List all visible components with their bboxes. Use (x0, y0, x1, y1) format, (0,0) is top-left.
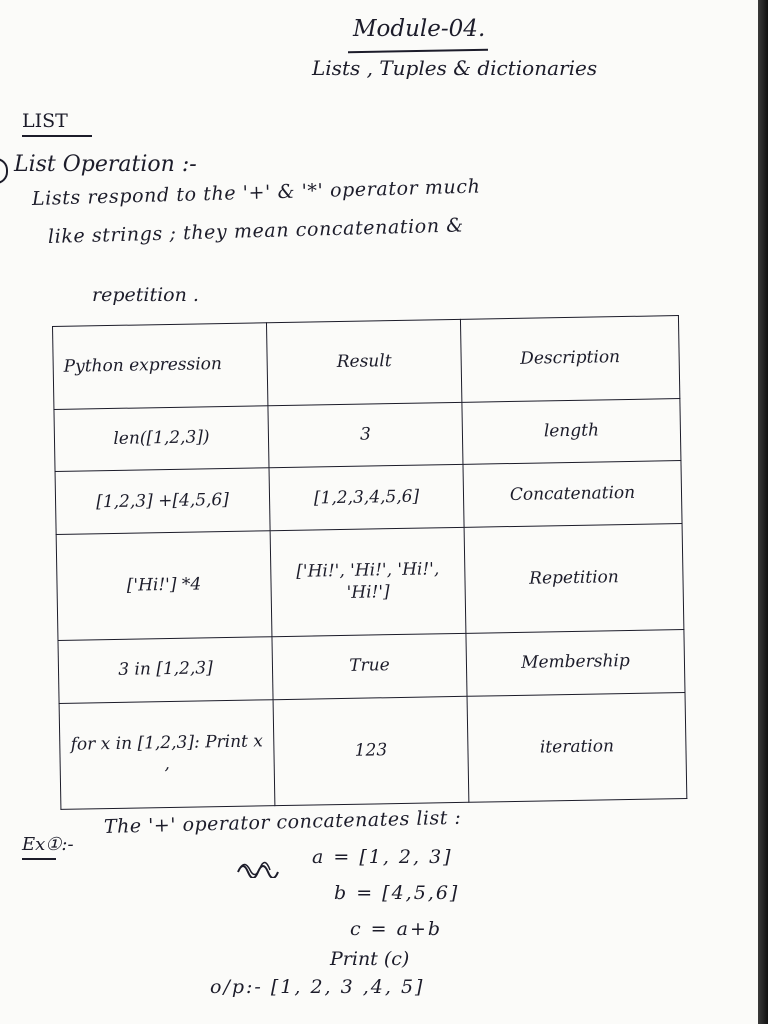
cell-expression: [1,2,3] +[4,5,6] (55, 468, 270, 534)
paragraph-line-2: like strings ; they mean concatenation & (47, 214, 465, 248)
operations-table-wrapper (52, 315, 686, 810)
output-line: o/p:- [1, 2, 3 ,4, 5] (210, 976, 425, 998)
cell-description: Membership (466, 630, 685, 696)
cell-result: 123 (273, 696, 469, 806)
section-underline (22, 135, 92, 137)
table-row (59, 692, 687, 809)
cell-expression: 3 in [1,2,3] (58, 637, 273, 703)
cell-description: Repetition (464, 523, 684, 633)
header-result: Result (266, 319, 461, 405)
header-expression: Python expression (53, 323, 268, 410)
paragraph-line-3: repetition . (92, 284, 199, 306)
page-edge-shadow (758, 0, 768, 1024)
cell-description: length (462, 399, 681, 465)
table-row (56, 523, 684, 640)
cell-result: ['Hi!', 'Hi!', 'Hi!', 'Hi!'] (270, 527, 466, 637)
title-underline (348, 49, 488, 53)
cell-description: iteration (467, 692, 687, 802)
operations-table (52, 315, 687, 810)
table-row (55, 461, 682, 534)
cell-description: Concatenation (463, 461, 682, 527)
bullet-mark (0, 158, 8, 184)
cell-expression: for x in [1,2,3]: Print x , (59, 699, 275, 809)
table-row (54, 399, 681, 472)
paragraph-line-1: Lists respond to the '+' & '*' operator much (31, 175, 481, 210)
cell-expression: ['Hi!'] *4 (56, 531, 272, 641)
module-subtitle: Lists , Tuples & dictionaries (312, 56, 598, 80)
cell-result: True (272, 634, 467, 700)
code-line-2: b = [4,5,6] (334, 882, 460, 904)
table-row (58, 630, 685, 703)
example-underline (22, 858, 56, 860)
code-line-1: a = [1, 2, 3] (312, 846, 453, 868)
module-title: Module-04. (353, 16, 486, 42)
header-description: Description (460, 316, 679, 403)
cell-result: [1,2,3,4,5,6] (269, 465, 464, 531)
example-label: Ex①:- (22, 834, 74, 855)
section-heading: LIST (22, 110, 68, 132)
scribble-mark (236, 860, 284, 878)
cell-result: 3 (268, 402, 463, 468)
subheading: List Operation :- (14, 152, 197, 177)
code-line-3: c = a+b (350, 918, 443, 940)
table-header-row (53, 316, 680, 410)
example-text: The '+' operator concatenates list : (103, 806, 462, 838)
cell-expression: len([1,2,3]) (54, 406, 269, 472)
code-line-4: Print (c) (330, 948, 410, 970)
